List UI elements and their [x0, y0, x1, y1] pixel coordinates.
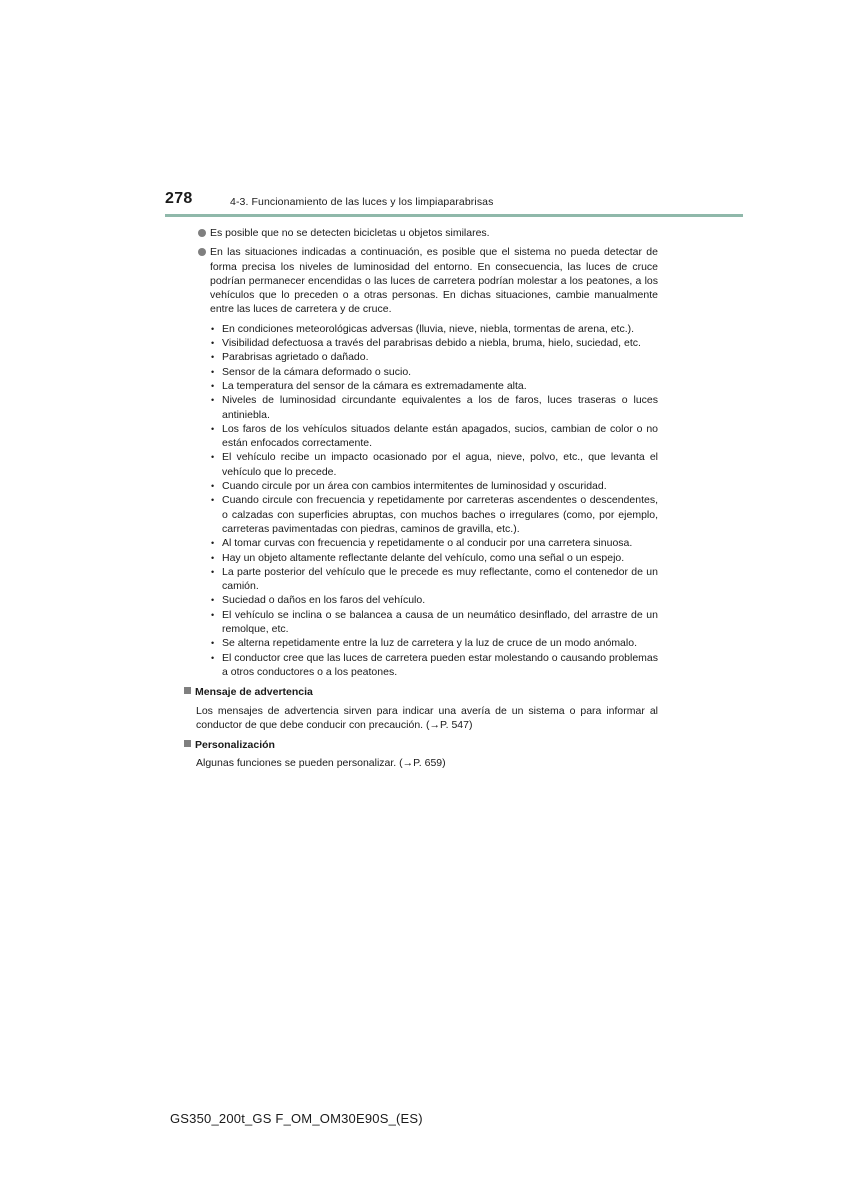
bullet-mark-icon: •: [211, 380, 215, 391]
list-item: • Niveles de luminosidad circundante equivalentes a los de faros, luces traseras o luces antiniebla.: [211, 394, 658, 421]
section-title: 4-3. Funcionamiento de las luces y los limpiaparabrisas: [230, 196, 494, 208]
bullet-mark-icon: •: [211, 638, 215, 649]
bullet-dot-icon: [198, 229, 206, 237]
list-item: • Los faros de los vehículos situados delante están apagados, sucios, cambian de color o no están enfocados correctamente.: [211, 422, 658, 450]
bullet-mark-icon: •: [211, 352, 215, 363]
list-item: • Se alterna repetidamente entre la luz de carretera y la luz de cruce de un modo anómalo.: [211, 637, 637, 650]
bullet-mark-icon: •: [211, 338, 215, 349]
list-item: • La parte posterior del vehículo que le precede es muy reflectante, como el contenedor de un camión.: [211, 565, 658, 593]
list-item: • Sensor de la cámara deformado o sucio.: [211, 365, 412, 378]
content: [196, 226, 658, 777]
list-item: • El conductor cree que las luces de carretera pueden estar molestando o causando problemas a otros conductores o a los peatones.: [211, 651, 659, 678]
bullet-mark-icon: •: [211, 395, 215, 406]
list-item: • Cuando circule con frecuencia y repetidamente por carreteras ascendentes o descendentes, o calzadas con superficies abruptas, con muchos baches o irregulares (como, por ejemplo, carreteras pavimentadas con piedras, caminos de gravilla, etc.).: [211, 494, 658, 535]
list-item: • En condiciones meteorológicas adversas (lluvia, nieve, niebla, tormentas de arena, etc.).: [211, 322, 635, 335]
bullet-dot-icon: [198, 248, 206, 256]
square-bullet-icon: [184, 687, 191, 694]
bullet-mark-icon: •: [211, 452, 215, 463]
bullet-mark-icon: •: [211, 495, 215, 506]
list-item: • El vehículo recibe un impacto ocasionado por el agua, nieve, polvo, etc., que levanta el vehículo que lo precede.: [211, 451, 658, 478]
bullet-mark-icon: •: [211, 423, 215, 434]
bullet-text: En las situaciones indicadas a continuación, es posible que el sistema no pueda detectar de forma precisa los niveles de luminosidad del entorno. En consecuencia, las luces de cruce podrían permanecer encendidas o las luces de carretera podrían molestar a los peatones, a los vehículos que lo preceden o a otras personas. En dichas situaciones, cambie manualmente entre las luces de carretera y de cruce.: [210, 246, 658, 316]
bullet-mark-icon: •: [211, 595, 215, 606]
bullet-mark-icon: •: [211, 323, 215, 334]
list-item: • La temperatura del sensor de la cámara es extremadamente alta.: [211, 379, 527, 392]
bullet-item: [196, 245, 658, 316]
list-item: • Cuando circule por un área con cambios intermitentes de luminosidad y oscuridad.: [211, 480, 607, 493]
paragraph-personalization: Algunas funciones se pueden personalizar. (→P. 659): [196, 757, 446, 770]
footer-code: GS350_200t_GS F_OM_OM30E90S_(ES): [170, 1111, 423, 1126]
subheading-personalization: Personalización: [196, 738, 658, 752]
header-rule: [165, 214, 743, 217]
bullet-mark-icon: •: [211, 652, 215, 663]
bullet-mark-icon: •: [211, 609, 215, 620]
list-item: • Al tomar curvas con frecuencia y repetidamente o al conducir por una carretera sinuosa.: [211, 537, 633, 550]
bullet-mark-icon: •: [211, 538, 215, 549]
bullet-mark-icon: •: [211, 552, 215, 563]
square-bullet-icon: [184, 740, 191, 747]
page-number: 278: [165, 190, 193, 207]
list-item: • El vehículo se inclina o se balancea a causa de un neumático desinflado, del arrastre de un remolque, etc.: [211, 608, 658, 636]
bullet-mark-icon: •: [211, 481, 215, 492]
list-item: • Hay un objeto altamente reflectante delante del vehículo, como una señal o un espejo.: [211, 551, 625, 564]
bullet-item: [196, 226, 658, 240]
bullet-mark-icon: •: [211, 366, 215, 377]
list-item: • Parabrisas agrietado o dañado.: [211, 351, 369, 364]
list-item: • Visibilidad defectuosa a través del parabrisas debido a niebla, bruma, hielo, suciedad, etc.: [211, 337, 641, 350]
bullet-text: Es posible que no se detecten bicicletas u objetos similares.: [210, 227, 490, 239]
condition-list: [210, 322, 658, 679]
paragraph-warning-message: Los mensajes de advertencia sirven para indicar una avería de un sistema o para informar al conductor de que debe conducir con precaución. (→P. 547): [196, 704, 658, 731]
list-item: • Suciedad o daños en los faros del vehículo.: [211, 594, 426, 607]
bullet-mark-icon: •: [211, 566, 215, 577]
subheading-warning-message: Mensaje de advertencia: [196, 685, 658, 699]
